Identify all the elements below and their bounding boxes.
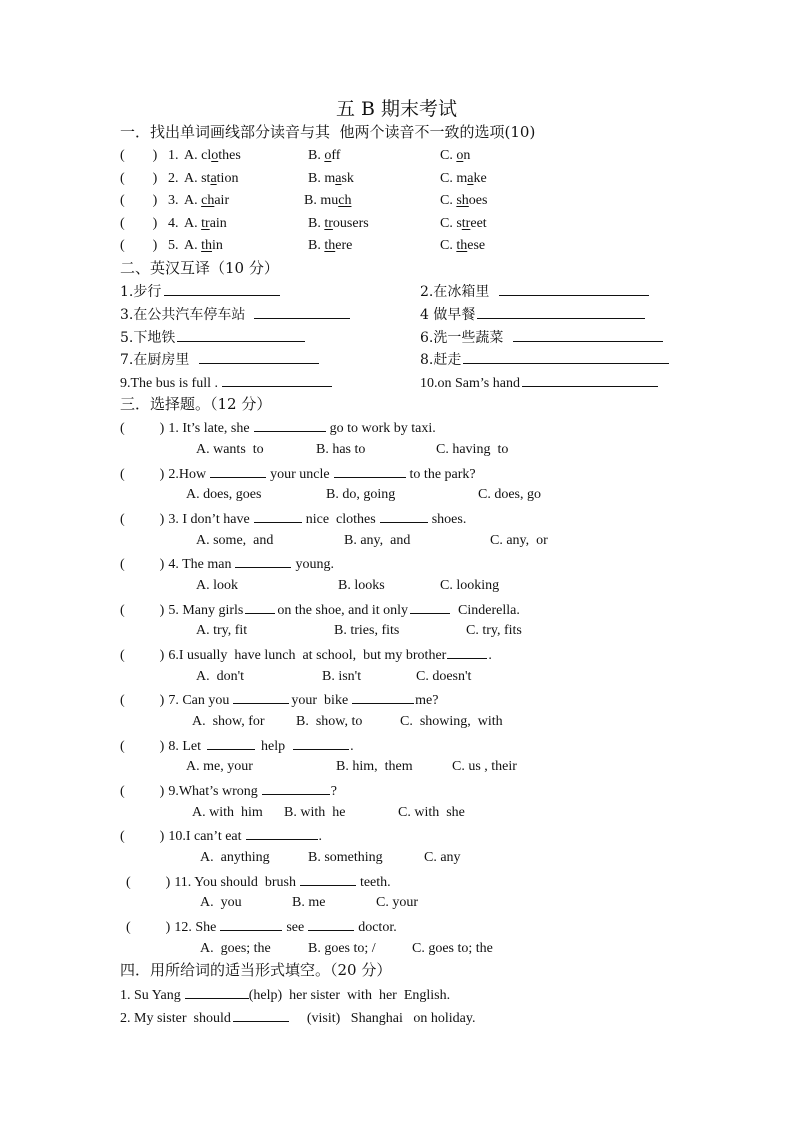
option-a: A. station [184,171,239,186]
option-b: B. off [308,148,341,163]
answer-blank[interactable] [177,329,305,342]
choice-question: ( ) 9.What’s wrong ? [120,784,337,799]
translation-item: 4 做早餐 [420,306,645,323]
answer-blank[interactable] [410,601,450,614]
option-b: B. mask [308,171,354,186]
choice-question: ( ) 10.I can’t eat . [120,829,323,844]
answer-paren: ( ) [120,148,158,163]
answer-blank[interactable] [220,918,282,931]
answer-blank[interactable] [380,510,428,523]
translation-item: 2.在冰箱里 [420,283,649,300]
answer-paren: ( ) [120,648,165,663]
answer-paren: ( ) [120,512,165,527]
answer-blank[interactable] [463,351,669,364]
option-a: A. clothes [184,148,241,163]
answer-blank[interactable] [233,1009,289,1022]
option-b: B. do, going [326,487,396,502]
option-b: B. trousers [308,216,369,231]
choice-question: ( ) 3. I don’t have nice clothes shoes. [120,512,467,527]
option-c: C. showing, with [400,714,503,729]
option-c: C. looking [440,578,500,593]
translation-item: 8.赶走 [420,351,669,368]
translation-item: 5.下地铁 [120,329,305,346]
answer-blank[interactable] [522,374,658,387]
choice-question: ( ) 11. You should brush teeth. [126,875,391,890]
answer-blank[interactable] [222,374,332,387]
answer-blank[interactable] [477,306,645,319]
answer-blank[interactable] [245,601,275,614]
answer-paren: ( ) [120,693,165,708]
answer-blank[interactable] [235,555,291,568]
answer-blank[interactable] [308,918,354,931]
answer-blank[interactable] [254,419,326,432]
option-c: C. on [440,148,471,163]
option-b: B. isn't [322,669,362,684]
option-c: C. your [376,895,418,910]
question-number: 4. [168,216,179,231]
answer-paren: ( ) [120,739,165,754]
choice-question: ( ) 7. Can you your bike me? [120,693,439,708]
option-c: C. does, go [478,487,541,502]
question-number: 3. [168,193,179,208]
option-c: C. any [424,850,461,865]
option-c: C. these [440,238,486,253]
option-b: B. looks [338,578,385,593]
option-c: C. us , their [452,759,517,774]
answer-blank[interactable] [499,283,649,296]
option-c: C. make [440,171,487,186]
answer-blank[interactable] [199,351,319,364]
option-a: A. show, for [192,714,265,729]
answer-paren: ( ) [120,829,165,844]
option-c: C. doesn't [416,669,472,684]
answer-paren: ( ) [120,603,165,618]
answer-blank[interactable] [254,306,350,319]
answer-paren: ( ) [120,171,158,186]
section-2-heading: 二、英汉互译（10 分） [120,259,279,277]
option-a: A. try, fit [196,623,248,638]
page-title: 五 B 期末考试 [336,98,458,120]
option-b: B. something [308,850,383,865]
option-b: B. with he [284,805,346,820]
question-number: 1. [168,148,179,163]
translation-item: 6.洗一些蔬菜 [420,329,663,346]
option-c: C. street [440,216,487,231]
question-number: 2. [168,171,179,186]
fill-item: 1. Su Yang (help) her sister with her English. [120,988,451,1003]
answer-blank[interactable] [164,283,280,296]
option-a: A. me, your [186,759,253,774]
answer-blank[interactable] [185,986,249,999]
option-a: A. anything [200,850,270,865]
option-b: B. him, them [336,759,413,774]
answer-paren: ( ) [126,875,171,890]
translation-item: 10.on Sam’s hand [420,374,658,392]
option-a: A. don't [196,669,245,684]
fill-item: 2. My sister should (visit) Shanghai on holiday. [120,1011,476,1026]
option-a: A. look [196,578,238,593]
answer-blank[interactable] [352,691,414,704]
option-b: B. show, to [296,714,363,729]
option-a: A. wants to [196,442,264,457]
option-a: A. some, and [196,533,274,548]
answer-blank[interactable] [210,465,266,478]
choice-question: ( ) 1. It’s late, she go to work by taxi. [120,421,436,436]
choice-question: ( ) 6.I usually have lunch at school, but my brother . [120,648,492,663]
answer-blank[interactable] [207,737,255,750]
answer-paren: ( ) [120,784,165,799]
answer-paren: ( ) [120,467,165,482]
option-c: C. with she [398,805,465,820]
choice-question: ( ) 8. Let help . [120,739,354,754]
choice-question: ( ) 4. The man young. [120,557,334,572]
answer-paren: ( ) [120,557,165,572]
answer-paren: ( ) [120,216,158,231]
answer-blank[interactable] [300,873,356,886]
answer-paren: ( ) [120,238,158,253]
choice-question: ( ) 12. She see doctor. [126,920,397,935]
answer-blank[interactable] [334,465,406,478]
option-b: B. there [308,238,353,253]
translation-item: 7.在厨房里 [120,351,319,368]
option-b: B. goes to; / [308,941,376,956]
option-a: A. train [184,216,227,231]
option-b: B. any, and [344,533,411,548]
option-c: C. shoes [440,193,488,208]
answer-blank[interactable] [246,827,318,840]
option-a: A. goes; the [200,941,271,956]
option-a: A. thin [184,238,223,253]
option-c: C. try, fits [466,623,522,638]
option-a: A. with him [192,805,263,820]
option-a: A. does, goes [186,487,262,502]
option-b: B. tries, fits [334,623,400,638]
option-c: C. having to [436,442,509,457]
answer-blank[interactable] [447,646,487,659]
translation-item: 3.在公共汽车停车站 [120,306,350,323]
option-b: B. much [304,193,352,208]
option-b: B. me [292,895,326,910]
option-a: A. you [200,895,242,910]
answer-paren: ( ) [120,421,165,436]
option-c: C. any, or [490,533,548,548]
answer-blank[interactable] [513,329,663,342]
translation-item: 1.步行 [120,283,280,300]
option-b: B. has to [316,442,366,457]
answer-blank[interactable] [233,691,289,704]
answer-blank[interactable] [293,737,349,750]
question-number: 5. [168,238,179,253]
option-c: C. goes to; the [412,941,493,956]
answer-blank[interactable] [254,510,302,523]
option-a: A. chair [184,193,230,208]
answer-paren: ( ) [120,193,158,208]
section-1-heading: 一．找出单词画线部分读音与其 他两个读音不一致的选项(10) [120,123,536,141]
translation-item: 9.The bus is full . [120,374,332,392]
section-3-heading: 三．选择题。（12 分） [120,395,272,413]
choice-question: ( ) 2.How your uncle to the park? [120,467,476,482]
choice-question: ( ) 5. Many girls on the shoe, and it only Cinderella. [120,603,520,618]
answer-blank[interactable] [262,782,330,795]
answer-paren: ( ) [126,920,171,935]
section-4-heading: 四．用所给词的适当形式填空。（20 分） [120,961,392,979]
